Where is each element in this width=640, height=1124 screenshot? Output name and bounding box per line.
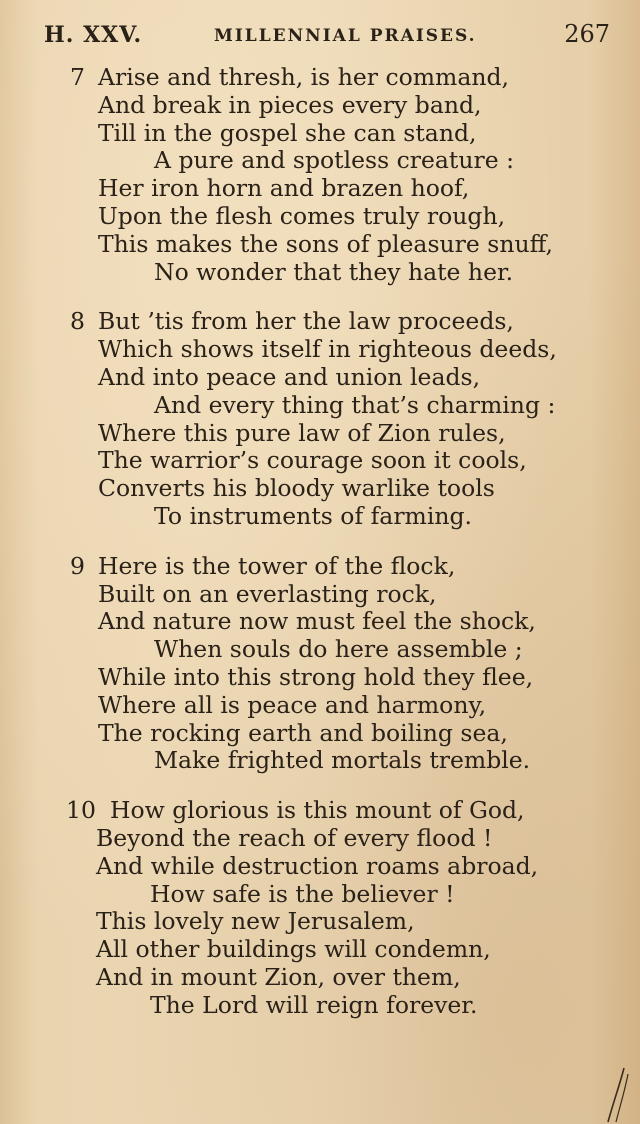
line-text: And while destruction roams abroad, <box>96 851 539 880</box>
verse-number: 7 <box>70 63 85 91</box>
page-number: 267 <box>564 20 610 48</box>
verse-line <box>70 475 610 503</box>
hymn-text <box>66 63 610 1042</box>
verse-line <box>70 692 610 720</box>
verse-line <box>70 392 610 420</box>
line-text: Built on an everlasting rock, <box>98 579 437 608</box>
verse-line <box>70 825 610 853</box>
line-text: To instruments of farming. <box>154 501 472 530</box>
verse-line <box>70 64 610 92</box>
line-text: Make frighted mortals tremble. <box>154 746 531 775</box>
line-text: No wonder that they hate her. <box>154 257 514 286</box>
line-text: How glorious is this mount of God, <box>110 796 525 825</box>
verse-line <box>70 908 610 936</box>
line-text: Beyond the reach of every flood ! <box>96 823 493 852</box>
line-text: While into this strong hold they flee, <box>98 662 534 691</box>
line-text: Which shows itself in righteous deeds, <box>98 335 557 364</box>
verse-line <box>70 364 610 392</box>
line-text: How safe is the believer ! <box>150 879 455 908</box>
verse-line <box>70 447 610 475</box>
verse-line <box>70 636 610 664</box>
verse-7 <box>70 64 610 286</box>
verse-10 <box>66 796 610 1019</box>
verse-line <box>70 503 610 531</box>
verse-9 <box>70 553 610 775</box>
line-text: Till in the gospel she can stand, <box>98 118 477 147</box>
verse-line <box>70 147 610 175</box>
line-text: The warrior’s courage soon it cools, <box>98 446 527 475</box>
line-text: And nature now must feel the shock, <box>98 607 536 636</box>
line-text: Where this pure law of Zion rules, <box>98 418 506 447</box>
line-text: Converts his bloody warlike tools <box>98 474 495 503</box>
verse-line <box>70 853 610 881</box>
verse-number: 9 <box>70 551 85 580</box>
verse-line <box>70 992 610 1020</box>
verse-8 <box>70 308 610 530</box>
line-text: The Lord will reign forever. <box>150 990 478 1019</box>
verse-line <box>70 420 610 448</box>
verse-line <box>70 608 610 636</box>
verse-line <box>70 664 610 692</box>
verse-line <box>70 553 610 581</box>
line-text: And into peace and union leads, <box>98 362 481 391</box>
line-text: This lovely new Jerusalem, <box>96 907 415 936</box>
line-text: Where all is peace and harmony, <box>98 690 487 719</box>
verse-line <box>70 936 610 964</box>
verse-line <box>70 231 610 259</box>
verse-line <box>70 581 610 609</box>
line-text: This makes the sons of pleasure snuff, <box>98 229 553 258</box>
line-text: And in mount Zion, over them, <box>96 962 461 991</box>
verse-line <box>66 796 610 825</box>
verse-line <box>70 747 610 775</box>
line-text: Upon the flesh comes truly rough, <box>98 201 506 230</box>
verse-line <box>70 203 610 231</box>
verse-line <box>70 720 610 748</box>
verse-number: 8 <box>70 307 85 336</box>
page-edge-mark <box>602 1064 630 1124</box>
verse-line <box>70 175 610 203</box>
line-text: Arise and thresh, is her command, <box>98 63 509 91</box>
line-text: And break in pieces every band, <box>98 90 482 119</box>
verse-number: 10 <box>66 796 96 825</box>
line-text: But ’tis from her the law proceeds, <box>98 307 514 336</box>
verse-line <box>70 964 610 992</box>
verse-line <box>70 259 610 287</box>
line-text: And every thing that’s charming : <box>154 390 556 419</box>
line-text: Her iron horn and brazen hoof, <box>98 174 470 203</box>
line-text: The rocking earth and boiling sea, <box>98 718 508 747</box>
verse-line <box>70 881 610 909</box>
page-header <box>44 22 610 52</box>
verse-line <box>70 308 610 336</box>
line-text: A pure and spotless creature : <box>154 146 515 175</box>
verse-line <box>70 120 610 148</box>
hymn-number: H. XXV. <box>44 22 143 48</box>
verse-line <box>70 92 610 120</box>
line-text: When souls do here assemble ; <box>154 635 523 664</box>
verse-line <box>70 336 610 364</box>
running-title: MILLENNIAL PRAISES. <box>214 26 477 46</box>
line-text: All other buildings will condemn, <box>96 935 491 964</box>
line-text: Here is the tower of the flock, <box>98 551 456 580</box>
